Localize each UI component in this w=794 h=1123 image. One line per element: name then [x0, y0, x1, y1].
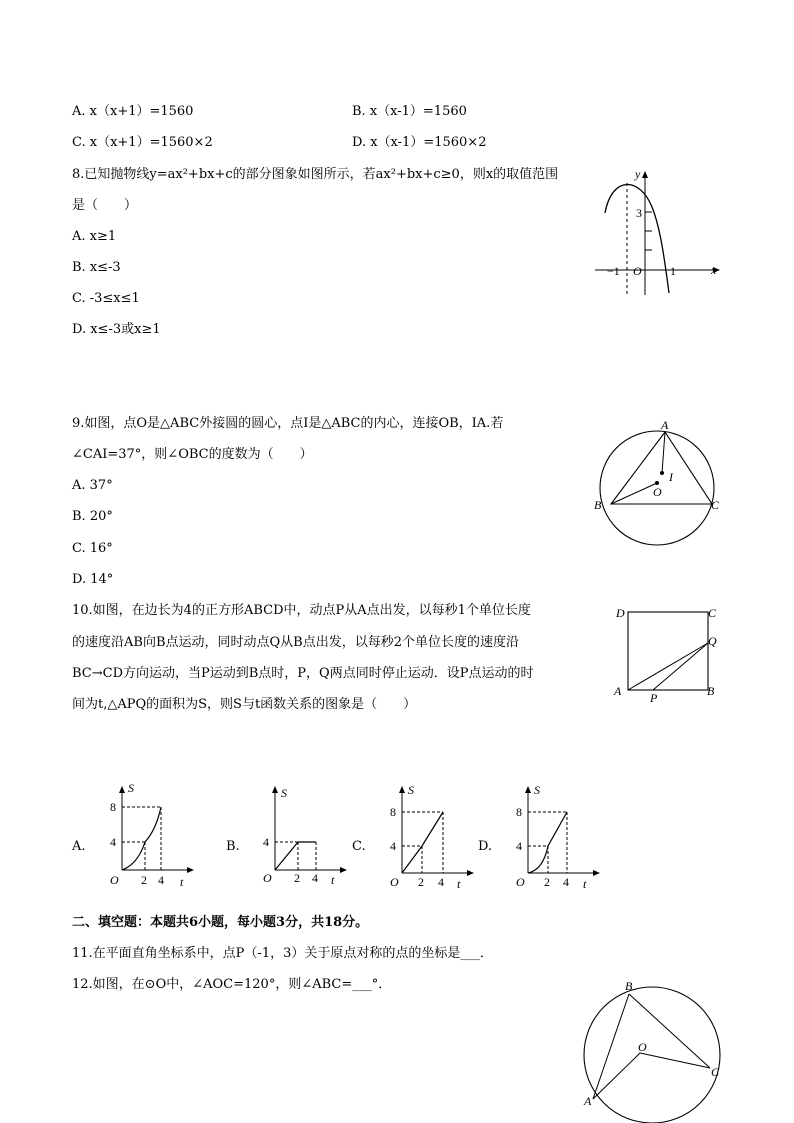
graph-a-s-arrow — [119, 786, 125, 793]
graph-b-label-s: S — [281, 786, 287, 800]
graph-d-ytick-8: 8 — [516, 805, 522, 819]
q8-option-c: C. -3≤x≤1 — [72, 291, 140, 306]
q10-label-c: C — [708, 606, 717, 620]
q10-graph-a — [90, 780, 200, 892]
q8-parabola-figure — [590, 165, 725, 300]
q9-option-d: D. 14° — [72, 572, 114, 587]
q10-stem-line1: 10.如图，在边长为4的正方形ABCD中，动点P从A点出发，以每秒1个单位长度 — [72, 603, 531, 618]
q12-circle — [584, 987, 720, 1123]
q10-graph-d — [496, 780, 606, 892]
graph-d-xtick-2: 2 — [544, 875, 550, 889]
q10-stem-line3: BC→CD方向运动，当P运动到B点时，P，Q两点同时停止运动．设P点运动的时 — [72, 666, 534, 681]
graph-b-t-arrow — [340, 867, 347, 873]
q8-label-3: 3 — [636, 206, 642, 220]
graph-c-t-arrow — [467, 870, 474, 876]
graph-c-s-arrow — [399, 786, 405, 793]
q7-option-c: C. x（x+1）=1560×2 — [72, 135, 213, 150]
q11-stem: 11.在平面直角坐标系中，点P（-1，3）关于原点对称的点的坐标是___． — [72, 946, 493, 961]
q10-label-b: B — [707, 684, 715, 698]
q12-segment-ao — [593, 1053, 640, 1099]
q10-graph-c — [370, 780, 480, 892]
q10-label-a: A — [614, 684, 622, 698]
q8-option-a: A. x≥1 — [72, 229, 117, 244]
section-2-title: 二、填空题：本题共6小题，每小题3分，共18分。 — [72, 915, 369, 930]
q8-label-x: x — [711, 263, 717, 277]
q12-segment-ab — [593, 994, 629, 1099]
q8-label-origin: O — [633, 264, 642, 278]
q10-label-q: Q — [708, 634, 717, 648]
q10-square-figure — [608, 600, 728, 708]
q10-stem-line2: 的速度沿AB向B点运动，同时动点Q从B点出发，以每秒2个单位长度的速度沿 — [72, 635, 519, 650]
graph-b-origin: O — [263, 871, 272, 885]
graph-b-s-arrow — [272, 786, 278, 793]
graph-d-xtick-4: 4 — [563, 875, 569, 889]
graph-a-t-arrow — [187, 867, 194, 873]
graph-c-xtick-2: 2 — [418, 875, 424, 889]
graph-a-curve — [122, 807, 161, 870]
graph-d-s-arrow — [525, 786, 531, 793]
q9-option-b: B. 20° — [72, 509, 113, 524]
q10-label-p: P — [650, 691, 658, 705]
q12-stem: 12.如图，在⊙O中，∠AOC=120°，则∠ABC=___°． — [72, 977, 392, 992]
q12-circle-figure — [578, 975, 728, 1120]
graph-d-label-t: t — [583, 877, 587, 891]
q10-segment-aq — [628, 643, 708, 690]
q9-option-c: C. 16° — [72, 541, 113, 556]
graph-a-ytick-8: 8 — [110, 800, 116, 814]
graph-c-label-s: S — [408, 783, 414, 797]
graph-a-ytick-4: 4 — [110, 835, 116, 849]
graph-a-xtick-4: 4 — [158, 873, 164, 887]
q9-circle-figure — [590, 415, 730, 545]
q7-option-a: A. x（x+1）=1560 — [72, 104, 194, 119]
graph-a-label-t: t — [180, 875, 184, 889]
q12-label-c: C — [711, 1065, 720, 1079]
graph-d-origin: O — [516, 875, 525, 889]
q10-graph-c-option: C. — [352, 839, 366, 854]
q10-label-d: D — [616, 606, 625, 620]
q8-option-d: D. x≤-3或x≥1 — [72, 322, 161, 337]
q9-option-a: A. 37° — [72, 478, 113, 493]
q7-option-b: B. x（x-1）=1560 — [352, 104, 467, 119]
graph-c-label-t: t — [457, 877, 461, 891]
graph-b-curve — [275, 842, 316, 870]
q10-graph-d-option: D. — [478, 839, 493, 854]
q10-graph-b-option: B. — [226, 839, 240, 854]
q9-stem-line1: 9.如图，点O是△ABC外接圆的圆心，点I是△ABC的内心，连接OB，IA.若 — [72, 416, 504, 431]
q8-stem-line1: 8.已知抛物线y=ax²+bx+c的部分图象如图所示，若ax²+bx+c≥0，则x的取值范围 — [72, 167, 559, 182]
q12-label-o: O — [638, 1040, 647, 1054]
q8-y-arrow — [642, 171, 648, 178]
q8-label-y: y — [635, 167, 641, 181]
graph-c-ytick-4: 4 — [390, 839, 396, 853]
q8-option-b: B. x≤-3 — [72, 260, 121, 275]
q8-stem-line2: 是（ ） — [72, 198, 138, 213]
q10-graph-a-option: A. — [72, 839, 86, 854]
q10-graph-b — [243, 780, 353, 892]
q12-label-b: B — [625, 979, 633, 993]
graph-a-label-s: S — [128, 781, 134, 795]
graph-b-xtick-2: 2 — [294, 871, 300, 885]
q10-stem-line4: 间为t,△APQ的面积为S，则S与t函数关系的图象是（ ） — [72, 697, 417, 712]
graph-b-xtick-4: 4 — [312, 871, 318, 885]
q12-label-a: A — [584, 1094, 592, 1108]
q9-segment-ob — [611, 483, 657, 504]
q12-segment-oc — [640, 1053, 710, 1068]
q10-square — [628, 612, 708, 690]
graph-b-label-t: t — [331, 873, 335, 887]
q9-label-i: I — [669, 470, 673, 484]
q7-option-d: D. x（x-1）=1560×2 — [352, 135, 487, 150]
q9-label-a: A — [661, 418, 669, 432]
graph-a-xtick-2: 2 — [141, 873, 147, 887]
q9-stem-line2: ∠CAI=37°，则∠OBC的度数为（ ） — [72, 447, 313, 462]
graph-b-ytick-4: 4 — [263, 835, 269, 849]
graph-d-t-arrow — [593, 870, 600, 876]
graph-a-origin: O — [110, 873, 119, 887]
graph-d-ytick-4: 4 — [516, 839, 522, 853]
q9-label-b: B — [594, 498, 602, 512]
q9-segment-ia — [662, 432, 665, 473]
q9-label-o: O — [653, 485, 662, 499]
q8-label-minus-1: −1 — [607, 264, 620, 278]
q8-label-1: 1 — [670, 264, 676, 278]
q9-label-c: C — [711, 498, 720, 512]
graph-c-origin: O — [390, 875, 399, 889]
q10-segment-pq — [653, 643, 708, 690]
graph-c-ytick-8: 8 — [390, 805, 396, 819]
graph-d-label-s: S — [534, 783, 540, 797]
graph-c-xtick-4: 4 — [438, 875, 444, 889]
q9-point-i — [660, 471, 664, 475]
